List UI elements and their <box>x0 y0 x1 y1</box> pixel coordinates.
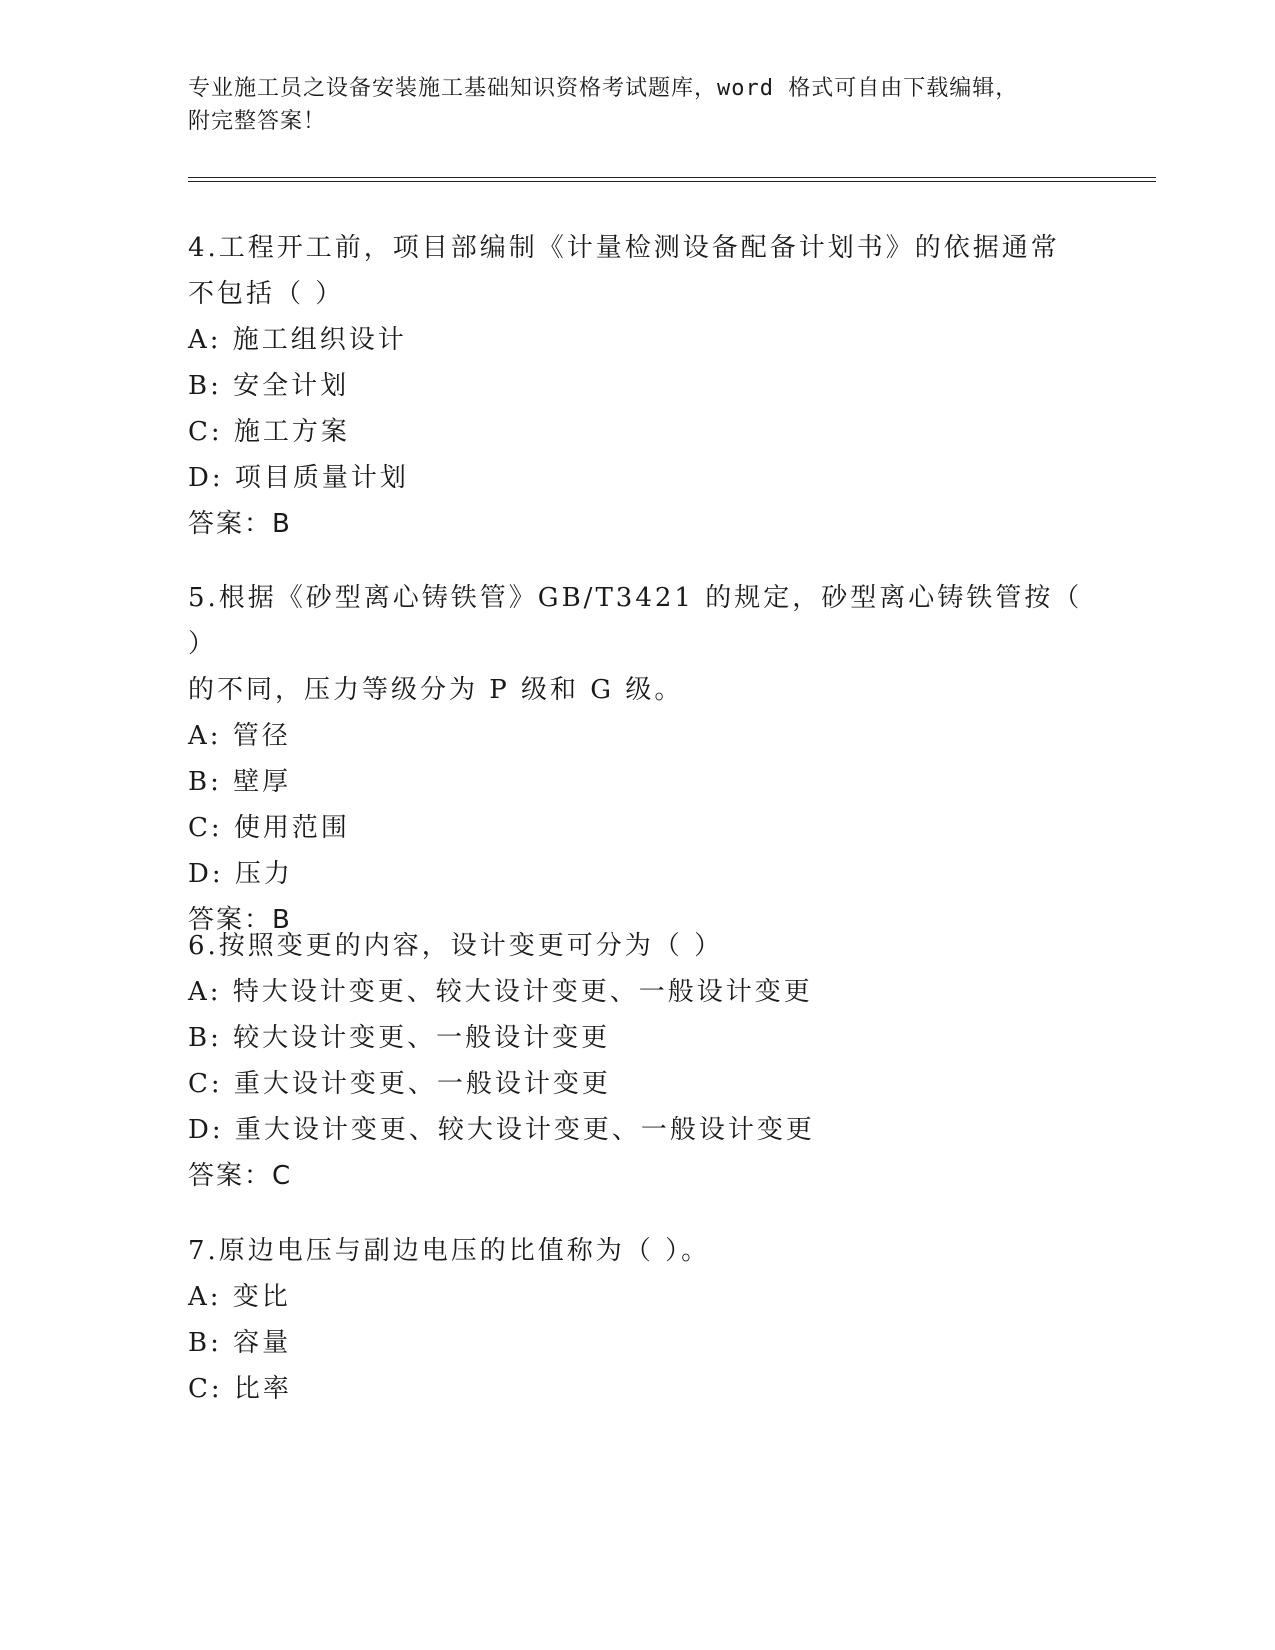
document-header <box>188 72 1088 138</box>
option-a: A: 施工组织设计 <box>188 325 407 355</box>
answer-label: 答案：C <box>188 1161 293 1191</box>
option-c: C: 比率 <box>188 1374 292 1404</box>
option-a: A: 特大设计变更、较大设计变更、一般设计变更 <box>188 977 813 1007</box>
answer-label: 答案：B <box>188 509 292 539</box>
question-stem-line-1: 7.原边电压与副边电压的比值称为（ ）。 <box>188 1236 711 1266</box>
header-divider <box>188 177 1156 182</box>
option-d: D: 重大设计变更、较大设计变更、一般设计变更 <box>188 1115 815 1145</box>
header-line-1: 专业施工员之设备安装施工基础知识资格考试题库，word 格式可自由下载编辑， <box>188 76 1019 101</box>
option-c: C: 施工方案 <box>188 417 350 447</box>
option-c: C: 使用范围 <box>188 813 350 843</box>
option-d: D: 项目质量计划 <box>188 463 409 493</box>
option-a: A: 管径 <box>188 721 291 751</box>
question-stem-line-1: 4.工程开工前，项目部编制《计量检测设备配备计划书》的依据通常 <box>188 233 1060 263</box>
option-b: B: 安全计划 <box>188 371 350 401</box>
question-7 <box>188 1228 1088 1412</box>
question-6 <box>188 923 1088 1199</box>
question-4 <box>188 225 1088 547</box>
answer-label: 答案：B <box>188 905 292 935</box>
question-stem-line-2: 的不同，压力等级分为 P 级和 G 级。 <box>188 675 684 705</box>
question-5 <box>188 575 1088 943</box>
option-b: B: 壁厚 <box>188 767 292 797</box>
option-b: B: 较大设计变更、一般设计变更 <box>188 1023 611 1053</box>
option-d: D: 压力 <box>188 859 293 889</box>
question-stem-line-2: 不包括（ ） <box>188 279 345 309</box>
question-stem-line-1: 5.根据《砂型离心铸铁管》GB/T3421 的规定，砂型离心铸铁管按（ ） <box>188 583 1083 659</box>
question-stem-line-1: 6.按照变更的内容，设计变更可分为（ ） <box>188 931 724 961</box>
option-b: B: 容量 <box>188 1328 292 1358</box>
header-line-2: 附完整答案！ <box>188 109 327 134</box>
option-a: A: 变比 <box>188 1282 291 1312</box>
option-c: C: 重大设计变更、一般设计变更 <box>188 1069 611 1099</box>
